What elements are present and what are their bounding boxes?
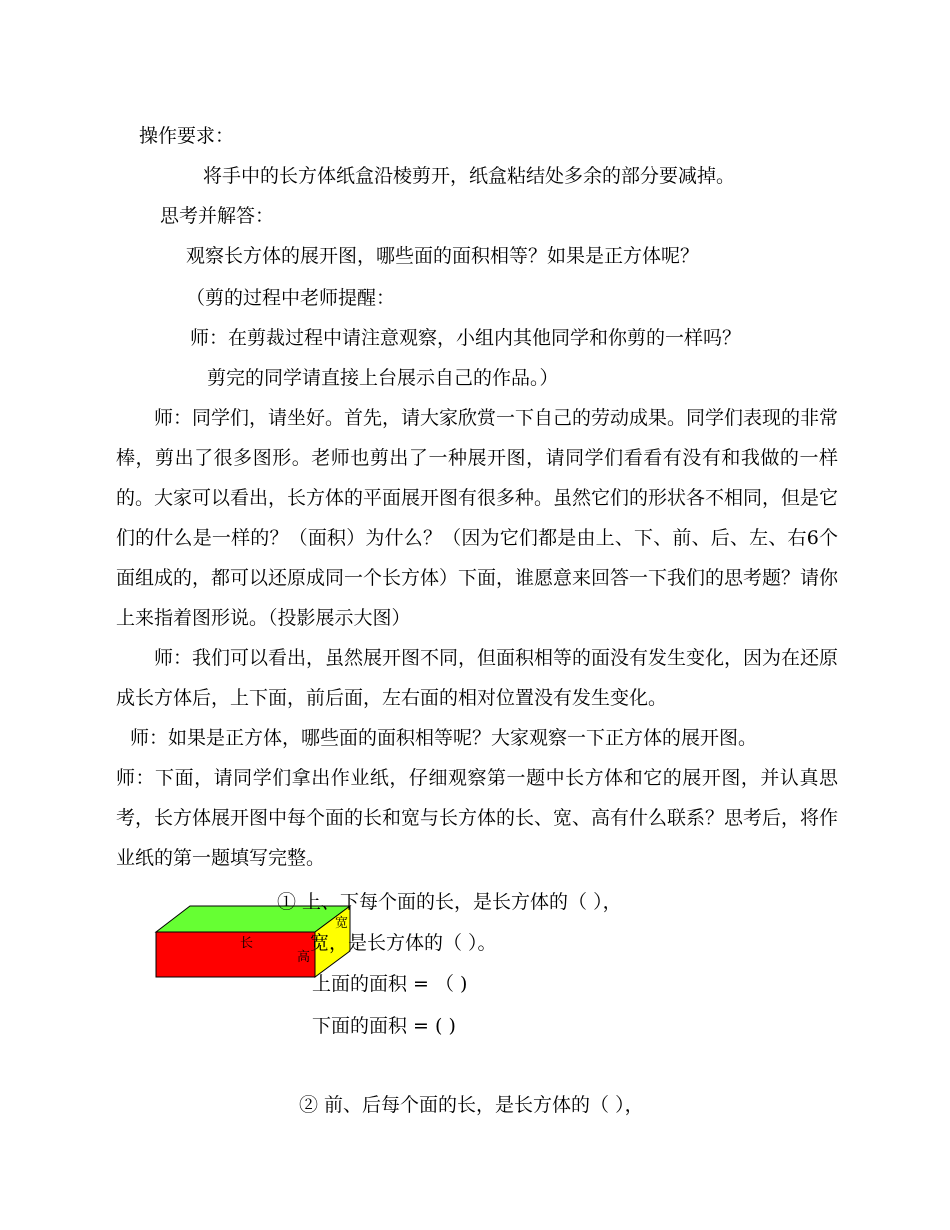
- q1-top-area: 上面的面积 = （ ): [312, 973, 468, 995]
- reminder-open: （剪的过程中老师提醒：: [186, 287, 396, 309]
- length-label: 长: [240, 936, 254, 951]
- cuboid-front-face: [156, 932, 315, 977]
- height-label: 高: [297, 950, 311, 965]
- reminder-close: 剪完的同学请直接上台展示自己的作品。）: [207, 367, 559, 389]
- paragraph-observation: 师：我们可以看出，虽然展开图不同，但面积相等的面没有发生变化，因为在还原成长方体后，上下面，前后面，左右面的相对位置没有发生变化。: [116, 647, 839, 709]
- q1-line1: ① 上、下每个面的长，是长方体的（ ），: [277, 891, 622, 913]
- paragraph-worksheet: 师：下面，请同学们拿出作业纸，仔细观察第一题中长方体和它的展开图，并认真思考，长方体展开图中每个面的长和宽与长方体的长、宽、高有什么联系？思考后，将作业纸的第一题填写完整。: [116, 767, 839, 869]
- reminder-teacher: 师：在剪裁过程中请注意观察，小组内其他同学和你剪的一样吗？: [190, 327, 742, 349]
- width-label: 宽: [335, 916, 349, 931]
- think-heading: 思考并解答：: [160, 205, 275, 227]
- think-question: 观察长方体的展开图，哪些面的面积相等？如果是正方体呢？: [186, 245, 700, 267]
- paragraph-cube-question: 师：如果是正方体，哪些面的面积相等呢？大家观察一下正方体的展开图。: [130, 727, 758, 749]
- op-text: 将手中的长方体纸盒沿棱剪开，纸盒粘结处多余的部分要减掉。: [203, 165, 736, 187]
- paragraph-appreciation: 师：同学们，请坐好。首先，请大家欣赏一下自己的劳动成果。同学们表现的非常棒，剪出了很多图形。老师也剪出了一种展开图，请同学们看看有没有和我做的一样的。大家可以看出，长方体的平面展开图有很多种。虽然它们的形状各不相同，但是它们的什么是一样的？（面积）为什么？（因为它们都是由上、下、前、后、左、右6个面组成的，都可以还原成同一个长方体）下面，谁愿意来回答一下我们的思考题？请你上来指着图形说。（投影展示大图）: [116, 407, 839, 629]
- q1-bottom-area: 下面的面积 = ( ): [312, 1015, 456, 1037]
- q1-line2: 宽，是长方体的（ ）。: [310, 932, 497, 954]
- op-heading: 操作要求：: [139, 125, 235, 147]
- q2-line1: ② 前、后每个面的长，是长方体的（ ），: [299, 1094, 644, 1116]
